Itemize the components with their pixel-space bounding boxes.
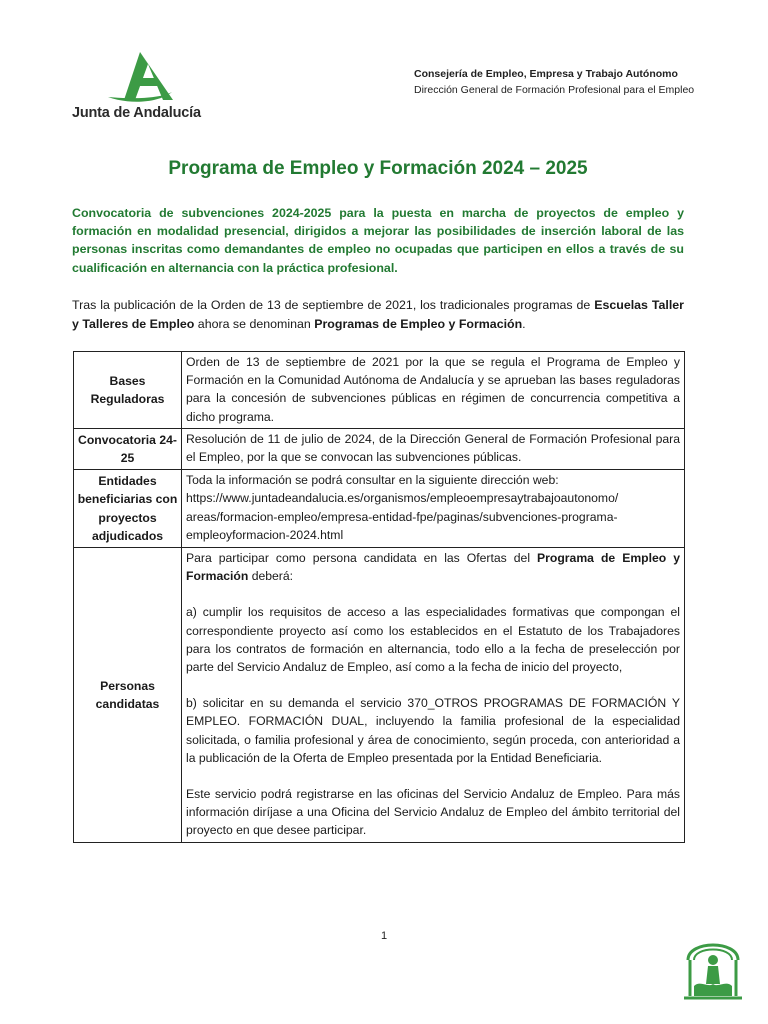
table-row: [74, 470, 685, 548]
row-label: Entidades beneficiarias con proyectos adjudicados: [74, 470, 182, 548]
candidates-intro-bold: Programa de Empleo y Formación: [186, 551, 681, 584]
info-url-link[interactable]: https://www.juntadeandalucia.es/organismos/empleoempresaytrabajoautonomo/ areas/formacion-empleo/empresa-entidad-fpe/paginas/subvenciones-programa-empleoyformacion-2024.html: [186, 491, 619, 542]
row-value-text: Toda la información se podrá consultar en la siguiente dirección web:: [186, 473, 559, 488]
para-bold-1: Escuelas Taller y Talleres de Empleo: [72, 298, 684, 331]
row-label: Convocatoria 24-25: [74, 428, 182, 469]
registration-note: Este servicio podrá registrarse en las oficinas del Servicio Andaluz de Empleo. Para más información diríjase a una Oficina del Servicio Andaluz de Empleo del ámbito territorial del proyecto en que desee participar.: [186, 787, 680, 838]
requirement-a: a) cumplir los requisitos de acceso a las especialidades formativas que compongan el correspondiente proyecto así como los establecidos en el Estatuto de los Trabajadores para los contratos de formación en alternancia, todo ello a la fecha de preselección por parte del Servicio Andaluz de Empleo, así como a la fecha de inicio del proyecto,: [186, 605, 680, 675]
row-label: Bases Reguladoras: [74, 352, 182, 429]
table-row: [74, 352, 685, 429]
junta-logo: [72, 50, 212, 130]
page-number: 1: [380, 930, 388, 942]
intro-paragraph: Convocatoria de subvenciones 2024-2025 para la puesta en marcha de proyectos de empleo y formación en modalidad presencial, dirigidos a mejorar las posibilidades de inserción laboral de las personas inscritas como demandantes de empleo no ocupadas que participen en ellos a través de su cualificación en alternancia con la práctica profesional.: [72, 206, 684, 275]
department-name: Consejería de Empleo, Empresa y Trabajo Autónomo: [414, 68, 678, 80]
row-label: Personas candidatas: [74, 548, 182, 843]
directorate-name: Dirección General de Formación Profesional para el Empleo: [414, 84, 695, 96]
para-text-3: .: [522, 317, 526, 331]
para-text-2: ahora se denominan: [194, 317, 315, 331]
table-row: [74, 548, 685, 843]
row-value: Resolución de 11 de julio de 2024, de la Dirección General de Formación Profesional para el Empleo, por la que se convocan las subvenciones públicas.: [182, 428, 685, 469]
row-value: Orden de 13 de septiembre de 2021 por la que se regula el Programa de Empleo y Formación en la Comunidad Autónoma de Andalucía y se aprueban las bases reguladoras para la concesión de subvenciones públicas en régimen de concurrencia competitiva a dicho programa.: [182, 352, 685, 429]
candidates-intro-b: deberá:: [248, 569, 294, 584]
table-row: [74, 428, 685, 469]
logo-text: Junta de Andalucía: [72, 105, 201, 121]
requirement-b: b) solicitar en su demanda el servicio 370_OTROS PROGRAMAS DE FORMACIÓN Y EMPLEO. FORMACIÓN DUAL, incluyendo la familia profesional de la especialidad solicitada, o familia profesional y área de conocimiento, según proceda, con anterioridad a la publicación de la Oferta de Empleo presentada por la Entidad Beneficiaria.: [186, 696, 680, 765]
row-value: [182, 548, 685, 843]
page-title: Programa de Empleo y Formación 2024 – 2025: [168, 158, 588, 179]
context-paragraph: [72, 296, 684, 334]
andalucia-a-logo-icon: [72, 50, 212, 102]
row-value: [182, 470, 685, 548]
info-table: [73, 351, 685, 843]
para-text-1: Tras la publicación de la Orden de 13 de septiembre de 2021, los tradicionales programas de: [72, 298, 595, 312]
candidates-intro: [186, 549, 680, 585]
coat-of-arms-icon: [680, 930, 746, 1002]
department-block: [414, 66, 704, 98]
para-bold-2: Programas de Empleo y Formación: [314, 317, 523, 331]
candidates-intro-a: Para participar como persona candidata en las Ofertas del: [186, 551, 538, 566]
